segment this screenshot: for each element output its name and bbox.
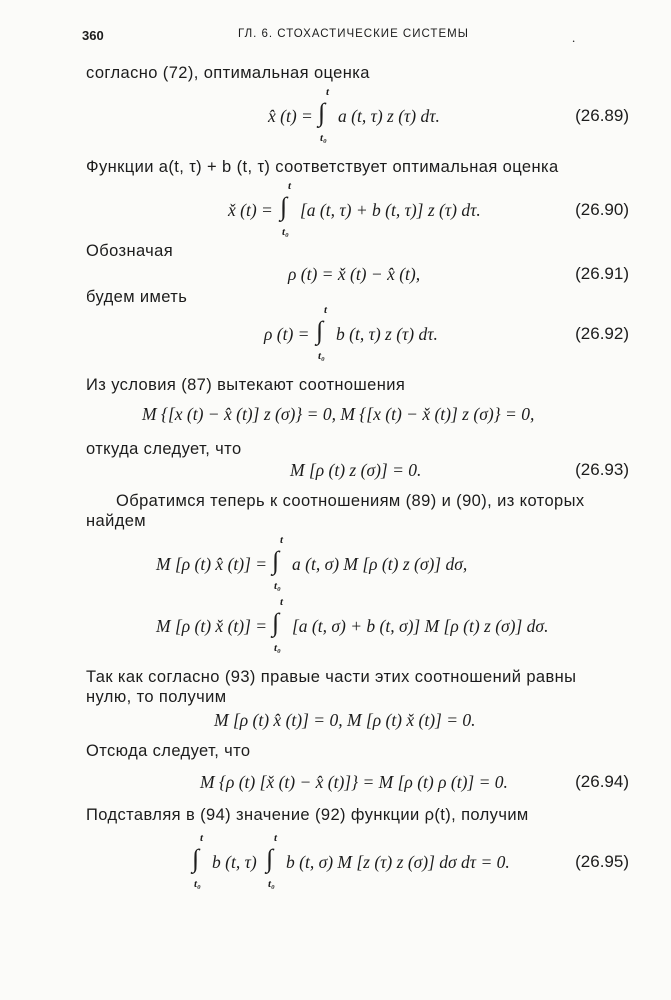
math-line-rhs: a (t, σ) M [ρ (t) z (σ)] dσ, [292, 554, 468, 574]
text-line: нулю, то получим [86, 688, 227, 706]
math-line: M [ρ (t) x̂ (t)] = 0, M [ρ (t) x̌ (t)] = 0. [214, 710, 476, 730]
equation-26-90-rhs: [a (t, τ) + b (t, τ)] z (τ) dτ. [300, 200, 481, 220]
equation-26-93: M [ρ (t) z (σ)] = 0. [290, 460, 422, 480]
text-line: Отсюда следует, что [86, 742, 251, 760]
text-line: Обратимся теперь к соотношениям (89) и (90), из которых [116, 492, 585, 510]
equation-number: (26.95) [575, 852, 629, 871]
text-line: Из условия (87) вытекают соотношения [86, 376, 406, 394]
equation-number: (26.93) [575, 460, 629, 479]
math-line-rhs: [a (t, σ) + b (t, σ)] M [ρ (t) z (σ)] dσ. [292, 616, 549, 636]
equation-26-89-lhs: x̂ (t) = [268, 106, 313, 126]
equation-number: (26.92) [575, 324, 629, 343]
equation-26-90-lhs: x̌ (t) = [228, 200, 273, 220]
equation-number: (26.91) [575, 264, 629, 283]
text-line: будем иметь [86, 288, 188, 306]
equation-26-94: M {ρ (t) [x̌ (t) − x̂ (t)]} = M [ρ (t) ρ (t)] = 0. [200, 772, 508, 792]
equation-26-95-rhs: b (t, σ) M [z (τ) z (σ)] dσ dτ = 0. [286, 852, 510, 872]
text-line: Так как согласно (93) правые части этих соотношений равны [86, 668, 577, 686]
running-header: ГЛ. 6. СТОХАСТИЧЕСКИЕ СИСТЕМЫ [238, 28, 469, 40]
equation-26-89-rhs: a (t, τ) z (τ) dτ. [338, 106, 440, 126]
equation-26-91: ρ (t) = x̌ (t) − x̂ (t), [288, 264, 421, 284]
text-line: Подставляя в (94) значение (92) функции ρ(t), получим [86, 806, 529, 824]
text-line: найдем [86, 512, 147, 530]
math-line-lhs: M [ρ (t) x̂ (t)] = [156, 554, 268, 574]
equation-26-95-mid: b (t, τ) [212, 852, 257, 872]
text-line: согласно (72), оптимальная оценка [86, 64, 370, 82]
math-line: M {[x (t) − x̂ (t)] z (σ)} = 0, M {[x (t) − x̌ (t)] z (σ)} = 0, [142, 404, 535, 424]
text-line: откуда следует, что [86, 440, 242, 458]
text-line: Функции a(t, τ) + b (t, τ) соответствует оптимальная оценка [86, 158, 559, 176]
equation-number: (26.90) [575, 200, 629, 219]
text-line: Обозначая [86, 242, 174, 260]
page-number: 360 [82, 28, 104, 43]
header-mark: . [572, 30, 576, 45]
equation-26-92-lhs: ρ (t) = [264, 324, 310, 344]
math-line-lhs: M [ρ (t) x̌ (t)] = [156, 616, 268, 636]
equation-number: (26.94) [575, 772, 629, 791]
equation-26-92-rhs: b (t, τ) z (τ) dτ. [336, 324, 438, 344]
equation-number: (26.89) [575, 106, 629, 125]
